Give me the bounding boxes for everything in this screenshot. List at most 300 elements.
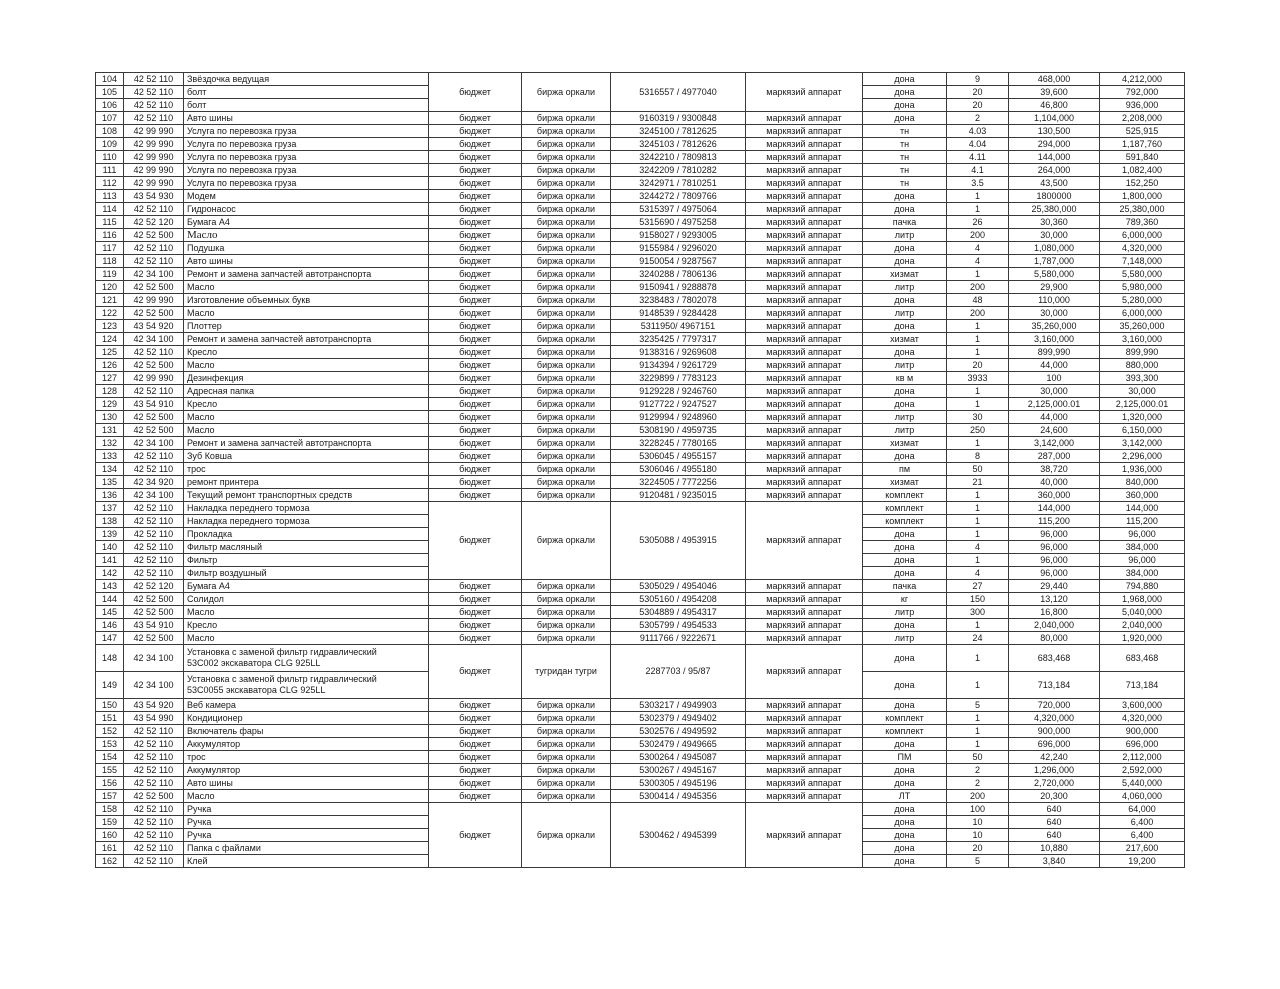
cell-description: Ручка bbox=[184, 816, 429, 829]
cell-budget-code: 42 52 500 bbox=[124, 411, 184, 424]
cell-procurement-method: биржа оркали bbox=[522, 463, 611, 476]
cell-contract-numbers: 9134394 / 9261729 bbox=[611, 359, 746, 372]
cell-department: маркязий аппарат bbox=[746, 333, 863, 346]
cell-funding-source: бюджет bbox=[429, 593, 522, 606]
cell-unit-price: 38,720 bbox=[1009, 463, 1100, 476]
cell-department: маркязий аппарат bbox=[746, 424, 863, 437]
cell-funding-source: бюджет bbox=[429, 346, 522, 359]
cell-total-amount: 3,600,000 bbox=[1100, 699, 1185, 712]
cell-description: Масло bbox=[184, 307, 429, 320]
cell-row-number: 157 bbox=[96, 790, 124, 803]
cell-department: маркязий аппарат bbox=[746, 738, 863, 751]
table-row bbox=[96, 411, 1185, 424]
cell-funding-source: бюджет bbox=[429, 177, 522, 190]
cell-contract-numbers: 5308190 / 4959735 bbox=[611, 424, 746, 437]
cell-contract-numbers: 5300414 / 4945356 bbox=[611, 790, 746, 803]
cell-description: Зуб Ковша bbox=[184, 450, 429, 463]
cell-contract-numbers: 9155984 / 9296020 bbox=[611, 242, 746, 255]
cell-budget-code: 42 52 500 bbox=[124, 359, 184, 372]
table-row bbox=[96, 725, 1185, 738]
cell-quantity: 4.04 bbox=[947, 138, 1009, 151]
cell-department: маркязий аппарат bbox=[746, 242, 863, 255]
cell-total-amount: 5,280,000 bbox=[1100, 294, 1185, 307]
cell-row-number: 135 bbox=[96, 476, 124, 489]
cell-total-amount: 1,082,400 bbox=[1100, 164, 1185, 177]
cell-funding-source: бюджет bbox=[429, 112, 522, 125]
cell-contract-numbers: 3242209 / 7810282 bbox=[611, 164, 746, 177]
cell-row-number: 155 bbox=[96, 764, 124, 777]
cell-budget-code: 42 52 500 bbox=[124, 307, 184, 320]
cell-unit: комплект bbox=[863, 725, 947, 738]
cell-row-number: 116 bbox=[96, 229, 124, 242]
cell-contract-numbers: 9150941 / 9288878 bbox=[611, 281, 746, 294]
table-row bbox=[96, 632, 1185, 645]
cell-total-amount: 3,160,000 bbox=[1100, 333, 1185, 346]
cell-unit-price: 287,000 bbox=[1009, 450, 1100, 463]
cell-description: Аккумулятор bbox=[184, 764, 429, 777]
cell-quantity: 4 bbox=[947, 567, 1009, 580]
table-row bbox=[96, 645, 1185, 672]
cell-description: Масло bbox=[184, 229, 429, 242]
cell-unit-price: 640 bbox=[1009, 816, 1100, 829]
cell-funding-source: бюджет bbox=[429, 645, 522, 699]
cell-unit: пачка bbox=[863, 216, 947, 229]
cell-contract-numbers: 5315690 / 4975258 bbox=[611, 216, 746, 229]
cell-unit-price: 30,360 bbox=[1009, 216, 1100, 229]
cell-procurement-method: биржа оркали bbox=[522, 203, 611, 216]
cell-budget-code: 42 52 110 bbox=[124, 777, 184, 790]
cell-quantity: 1 bbox=[947, 672, 1009, 699]
cell-budget-code: 43 54 990 bbox=[124, 712, 184, 725]
cell-unit: комплект bbox=[863, 712, 947, 725]
cell-unit-price: 96,000 bbox=[1009, 567, 1100, 580]
cell-funding-source: бюджет bbox=[429, 138, 522, 151]
cell-unit-price: 4,320,000 bbox=[1009, 712, 1100, 725]
cell-budget-code: 42 52 110 bbox=[124, 86, 184, 99]
cell-department: маркязий аппарат bbox=[746, 632, 863, 645]
cell-procurement-method: биржа оркали bbox=[522, 151, 611, 164]
table-row bbox=[96, 699, 1185, 712]
cell-unit: ЛТ bbox=[863, 790, 947, 803]
cell-total-amount: 1,800,000 bbox=[1100, 190, 1185, 203]
cell-total-amount: 683,468 bbox=[1100, 645, 1185, 672]
cell-row-number: 158 bbox=[96, 803, 124, 816]
table-row bbox=[96, 606, 1185, 619]
cell-row-number: 130 bbox=[96, 411, 124, 424]
cell-unit: комплект bbox=[863, 489, 947, 502]
cell-budget-code: 42 52 500 bbox=[124, 790, 184, 803]
cell-total-amount: 6,400 bbox=[1100, 816, 1185, 829]
table-row bbox=[96, 255, 1185, 268]
cell-unit: дона bbox=[863, 567, 947, 580]
cell-procurement-method: биржа оркали bbox=[522, 229, 611, 242]
cell-department: маркязий аппарат bbox=[746, 294, 863, 307]
cell-procurement-method: биржа оркали bbox=[522, 502, 611, 580]
cell-unit-price: 696,000 bbox=[1009, 738, 1100, 751]
table-row bbox=[96, 580, 1185, 593]
cell-unit-price: 29,900 bbox=[1009, 281, 1100, 294]
cell-total-amount: 360,000 bbox=[1100, 489, 1185, 502]
cell-budget-code: 42 52 110 bbox=[124, 385, 184, 398]
cell-unit: хизмат bbox=[863, 268, 947, 281]
cell-row-number: 117 bbox=[96, 242, 124, 255]
cell-total-amount: 2,040,000 bbox=[1100, 619, 1185, 632]
cell-total-amount: 384,000 bbox=[1100, 567, 1185, 580]
cell-description: Изготовление объемных букв bbox=[184, 294, 429, 307]
table-row bbox=[96, 738, 1185, 751]
cell-unit-price: 900,000 bbox=[1009, 725, 1100, 738]
cell-department: маркязий аппарат bbox=[746, 138, 863, 151]
cell-department: маркязий аппарат bbox=[746, 268, 863, 281]
cell-row-number: 113 bbox=[96, 190, 124, 203]
cell-budget-code: 43 54 910 bbox=[124, 619, 184, 632]
cell-quantity: 30 bbox=[947, 411, 1009, 424]
cell-unit: ПМ bbox=[863, 751, 947, 764]
cell-total-amount: 35,260,000 bbox=[1100, 320, 1185, 333]
cell-row-number: 127 bbox=[96, 372, 124, 385]
cell-funding-source: бюджет bbox=[429, 738, 522, 751]
cell-row-number: 156 bbox=[96, 777, 124, 790]
cell-funding-source: бюджет bbox=[429, 489, 522, 502]
table-row bbox=[96, 502, 1185, 515]
cell-total-amount: 4,320,000 bbox=[1100, 712, 1185, 725]
cell-quantity: 1 bbox=[947, 515, 1009, 528]
table-row bbox=[96, 112, 1185, 125]
cell-contract-numbers: 5302479 / 4949665 bbox=[611, 738, 746, 751]
cell-unit: дона bbox=[863, 816, 947, 829]
cell-unit-price: 96,000 bbox=[1009, 541, 1100, 554]
table-row bbox=[96, 489, 1185, 502]
cell-unit-price: 35,260,000 bbox=[1009, 320, 1100, 333]
cell-unit-price: 100 bbox=[1009, 372, 1100, 385]
cell-unit: хизмат bbox=[863, 437, 947, 450]
cell-unit-price: 16,800 bbox=[1009, 606, 1100, 619]
cell-unit: дона bbox=[863, 112, 947, 125]
table-row bbox=[96, 190, 1185, 203]
cell-quantity: 50 bbox=[947, 751, 1009, 764]
cell-description: Кресло bbox=[184, 398, 429, 411]
cell-quantity: 4.1 bbox=[947, 164, 1009, 177]
cell-department: маркязий аппарат bbox=[746, 764, 863, 777]
cell-quantity: 2 bbox=[947, 112, 1009, 125]
cell-unit-price: 130,500 bbox=[1009, 125, 1100, 138]
cell-procurement-method: биржа оркали bbox=[522, 738, 611, 751]
cell-description: Ручка bbox=[184, 829, 429, 842]
cell-department: маркязий аппарат bbox=[746, 346, 863, 359]
cell-funding-source: бюджет bbox=[429, 476, 522, 489]
cell-quantity: 250 bbox=[947, 424, 1009, 437]
cell-total-amount: 2,125,000.01 bbox=[1100, 398, 1185, 411]
cell-contract-numbers: 9150054 / 9287567 bbox=[611, 255, 746, 268]
cell-department: маркязий аппарат bbox=[746, 73, 863, 112]
cell-quantity: 24 bbox=[947, 632, 1009, 645]
cell-unit: дона bbox=[863, 829, 947, 842]
table-row bbox=[96, 450, 1185, 463]
cell-unit: дона bbox=[863, 672, 947, 699]
cell-unit-price: 30,000 bbox=[1009, 385, 1100, 398]
cell-row-number: 162 bbox=[96, 855, 124, 868]
cell-procurement-method: биржа оркали bbox=[522, 619, 611, 632]
cell-unit: дона bbox=[863, 541, 947, 554]
cell-total-amount: 217,600 bbox=[1100, 842, 1185, 855]
cell-budget-code: 42 52 110 bbox=[124, 255, 184, 268]
cell-procurement-method: биржа оркали bbox=[522, 580, 611, 593]
cell-contract-numbers: 3245103 / 7812626 bbox=[611, 138, 746, 151]
cell-row-number: 111 bbox=[96, 164, 124, 177]
cell-description: Масло bbox=[184, 632, 429, 645]
cell-contract-numbers: 9138316 / 9269608 bbox=[611, 346, 746, 359]
cell-funding-source: бюджет bbox=[429, 242, 522, 255]
cell-budget-code: 42 52 110 bbox=[124, 803, 184, 816]
cell-funding-source: бюджет bbox=[429, 632, 522, 645]
cell-quantity: 26 bbox=[947, 216, 1009, 229]
cell-total-amount: 1,187,760 bbox=[1100, 138, 1185, 151]
cell-funding-source: бюджет bbox=[429, 424, 522, 437]
cell-budget-code: 42 52 110 bbox=[124, 842, 184, 855]
cell-procurement-method: биржа оркали bbox=[522, 307, 611, 320]
cell-description: Услуга по перевозка груза bbox=[184, 125, 429, 138]
cell-description: Услуга по перевозка груза bbox=[184, 151, 429, 164]
cell-procurement-method: биржа оркали bbox=[522, 790, 611, 803]
cell-description: Услуга по перевозка груза bbox=[184, 164, 429, 177]
cell-procurement-method: биржа оркали bbox=[522, 699, 611, 712]
cell-unit-price: 294,000 bbox=[1009, 138, 1100, 151]
cell-procurement-method: биржа оркали bbox=[522, 632, 611, 645]
cell-unit-price: 13,120 bbox=[1009, 593, 1100, 606]
cell-total-amount: 30,000 bbox=[1100, 385, 1185, 398]
cell-total-amount: 7,148,000 bbox=[1100, 255, 1185, 268]
cell-total-amount: 713,184 bbox=[1100, 672, 1185, 699]
cell-row-number: 118 bbox=[96, 255, 124, 268]
cell-funding-source: бюджет bbox=[429, 725, 522, 738]
cell-contract-numbers: 3238483 / 7802078 bbox=[611, 294, 746, 307]
cell-budget-code: 42 99 990 bbox=[124, 151, 184, 164]
cell-budget-code: 42 52 110 bbox=[124, 567, 184, 580]
cell-total-amount: 2,592,000 bbox=[1100, 764, 1185, 777]
cell-description: Фильтр масляный bbox=[184, 541, 429, 554]
cell-row-number: 152 bbox=[96, 725, 124, 738]
cell-total-amount: 6,000,000 bbox=[1100, 307, 1185, 320]
cell-contract-numbers: 3240288 / 7806136 bbox=[611, 268, 746, 281]
cell-funding-source: бюджет bbox=[429, 203, 522, 216]
cell-unit-price: 144,000 bbox=[1009, 502, 1100, 515]
cell-budget-code: 42 52 110 bbox=[124, 515, 184, 528]
cell-unit-price: 96,000 bbox=[1009, 554, 1100, 567]
cell-row-number: 138 bbox=[96, 515, 124, 528]
cell-funding-source: бюджет bbox=[429, 699, 522, 712]
cell-department: маркязий аппарат bbox=[746, 725, 863, 738]
cell-quantity: 48 bbox=[947, 294, 1009, 307]
description-line: Установка с заменой фильтр гидравлический bbox=[187, 674, 377, 684]
cell-quantity: 1 bbox=[947, 528, 1009, 541]
cell-procurement-method: биржа оркали bbox=[522, 593, 611, 606]
cell-quantity: 20 bbox=[947, 359, 1009, 372]
cell-contract-numbers: 5302379 / 4949402 bbox=[611, 712, 746, 725]
cell-funding-source: бюджет bbox=[429, 450, 522, 463]
table-row bbox=[96, 125, 1185, 138]
cell-contract-numbers: 9129228 / 9246760 bbox=[611, 385, 746, 398]
cell-department: маркязий аппарат bbox=[746, 777, 863, 790]
cell-row-number: 161 bbox=[96, 842, 124, 855]
cell-quantity: 4 bbox=[947, 255, 1009, 268]
cell-procurement-method: биржа оркали bbox=[522, 242, 611, 255]
cell-total-amount: 115,200 bbox=[1100, 515, 1185, 528]
cell-description: Масло bbox=[184, 281, 429, 294]
cell-description: Масло bbox=[184, 790, 429, 803]
cell-quantity: 8 bbox=[947, 450, 1009, 463]
cell-total-amount: 3,142,000 bbox=[1100, 437, 1185, 450]
cell-description: Солидол bbox=[184, 593, 429, 606]
cell-unit-price: 899,990 bbox=[1009, 346, 1100, 359]
cell-unit: комплект bbox=[863, 515, 947, 528]
cell-row-number: 110 bbox=[96, 151, 124, 164]
cell-funding-source: бюджет bbox=[429, 385, 522, 398]
cell-budget-code: 42 52 500 bbox=[124, 424, 184, 437]
cell-unit: дона bbox=[863, 450, 947, 463]
cell-description: Фильтр воздушный bbox=[184, 567, 429, 580]
cell-department: маркязий аппарат bbox=[746, 164, 863, 177]
cell-quantity: 5 bbox=[947, 699, 1009, 712]
cell-description: Кресло bbox=[184, 346, 429, 359]
table-row bbox=[96, 320, 1185, 333]
cell-budget-code: 42 52 120 bbox=[124, 580, 184, 593]
cell-total-amount: 4,320,000 bbox=[1100, 242, 1185, 255]
cell-row-number: 149 bbox=[96, 672, 124, 699]
cell-funding-source: бюджет bbox=[429, 320, 522, 333]
cell-row-number: 128 bbox=[96, 385, 124, 398]
cell-quantity: 20 bbox=[947, 86, 1009, 99]
cell-unit-price: 640 bbox=[1009, 829, 1100, 842]
cell-department: маркязий аппарат bbox=[746, 751, 863, 764]
cell-total-amount: 25,380,000 bbox=[1100, 203, 1185, 216]
cell-procurement-method: биржа оркали bbox=[522, 411, 611, 424]
cell-unit: комплект bbox=[863, 502, 947, 515]
cell-funding-source: бюджет bbox=[429, 712, 522, 725]
cell-budget-code: 42 52 110 bbox=[124, 541, 184, 554]
cell-department: маркязий аппарат bbox=[746, 359, 863, 372]
table-row bbox=[96, 437, 1185, 450]
document-page bbox=[95, 72, 1185, 868]
cell-funding-source: бюджет bbox=[429, 359, 522, 372]
table-row bbox=[96, 73, 1185, 86]
cell-department: маркязий аппарат bbox=[746, 463, 863, 476]
cell-budget-code: 42 52 120 bbox=[124, 216, 184, 229]
cell-row-number: 129 bbox=[96, 398, 124, 411]
cell-unit: литр bbox=[863, 632, 947, 645]
cell-unit-price: 42,240 bbox=[1009, 751, 1100, 764]
cell-contract-numbers: 5302576 / 4949592 bbox=[611, 725, 746, 738]
cell-budget-code: 43 54 910 bbox=[124, 398, 184, 411]
cell-quantity: 1 bbox=[947, 738, 1009, 751]
cell-quantity: 1 bbox=[947, 333, 1009, 346]
cell-procurement-method: биржа оркали bbox=[522, 764, 611, 777]
cell-unit: пм bbox=[863, 463, 947, 476]
cell-procurement-method: биржа оркали bbox=[522, 294, 611, 307]
cell-total-amount: 899,990 bbox=[1100, 346, 1185, 359]
cell-row-number: 154 bbox=[96, 751, 124, 764]
table-row bbox=[96, 372, 1185, 385]
cell-funding-source: бюджет bbox=[429, 398, 522, 411]
cell-quantity: 1 bbox=[947, 190, 1009, 203]
cell-budget-code: 42 52 110 bbox=[124, 725, 184, 738]
cell-unit: дона bbox=[863, 203, 947, 216]
cell-contract-numbers: 9129994 / 9248960 bbox=[611, 411, 746, 424]
cell-unit-price: 46,800 bbox=[1009, 99, 1100, 112]
cell-budget-code: 43 54 930 bbox=[124, 190, 184, 203]
cell-unit-price: 1,080,000 bbox=[1009, 242, 1100, 255]
cell-quantity: 4 bbox=[947, 242, 1009, 255]
table-row bbox=[96, 138, 1185, 151]
cell-row-number: 112 bbox=[96, 177, 124, 190]
cell-contract-numbers: 3224505 / 7772256 bbox=[611, 476, 746, 489]
cell-unit: пачка bbox=[863, 580, 947, 593]
cell-department: маркязий аппарат bbox=[746, 476, 863, 489]
cell-quantity: 100 bbox=[947, 803, 1009, 816]
cell-total-amount: 6,000,000 bbox=[1100, 229, 1185, 242]
cell-description: Масло bbox=[184, 359, 429, 372]
cell-unit-price: 2,720,000 bbox=[1009, 777, 1100, 790]
cell-description: Звёздочка ведущая bbox=[184, 73, 429, 86]
cell-budget-code: 42 52 110 bbox=[124, 816, 184, 829]
cell-unit: тн bbox=[863, 125, 947, 138]
cell-unit-price: 2,040,000 bbox=[1009, 619, 1100, 632]
cell-unit-price: 640 bbox=[1009, 803, 1100, 816]
cell-department: маркязий аппарат bbox=[746, 151, 863, 164]
cell-description: Услуга по перевозка груза bbox=[184, 177, 429, 190]
cell-quantity: 150 bbox=[947, 593, 1009, 606]
cell-total-amount: 5,440,000 bbox=[1100, 777, 1185, 790]
cell-description: Авто шины bbox=[184, 112, 429, 125]
cell-unit: кв м bbox=[863, 372, 947, 385]
cell-description: Включатель фары bbox=[184, 725, 429, 738]
cell-budget-code: 42 52 110 bbox=[124, 450, 184, 463]
cell-row-number: 150 bbox=[96, 699, 124, 712]
cell-procurement-method: биржа оркали bbox=[522, 164, 611, 177]
cell-department: маркязий аппарат bbox=[746, 450, 863, 463]
cell-quantity: 200 bbox=[947, 307, 1009, 320]
cell-procurement-method: биржа оркали bbox=[522, 476, 611, 489]
cell-contract-numbers: 3228245 / 7780165 bbox=[611, 437, 746, 450]
cell-description: трос bbox=[184, 751, 429, 764]
cell-funding-source: бюджет bbox=[429, 619, 522, 632]
cell-unit-price: 80,000 bbox=[1009, 632, 1100, 645]
cell-budget-code: 42 99 990 bbox=[124, 138, 184, 151]
cell-unit-price: 1,296,000 bbox=[1009, 764, 1100, 777]
cell-budget-code: 42 34 100 bbox=[124, 645, 184, 672]
cell-quantity: 5 bbox=[947, 855, 1009, 868]
cell-contract-numbers: 5305029 / 4954046 bbox=[611, 580, 746, 593]
table-row bbox=[96, 359, 1185, 372]
cell-row-number: 121 bbox=[96, 294, 124, 307]
cell-budget-code: 42 52 110 bbox=[124, 528, 184, 541]
cell-department: маркязий аппарат bbox=[746, 229, 863, 242]
cell-row-number: 114 bbox=[96, 203, 124, 216]
cell-department: маркязий аппарат bbox=[746, 216, 863, 229]
cell-procurement-method: тугридан тугри bbox=[522, 645, 611, 699]
cell-quantity: 2 bbox=[947, 764, 1009, 777]
cell-budget-code: 42 52 500 bbox=[124, 606, 184, 619]
cell-row-number: 137 bbox=[96, 502, 124, 515]
cell-unit-price: 110,000 bbox=[1009, 294, 1100, 307]
cell-unit: хизмат bbox=[863, 476, 947, 489]
cell-funding-source: бюджет bbox=[429, 502, 522, 580]
table-row bbox=[96, 424, 1185, 437]
cell-budget-code: 42 52 110 bbox=[124, 99, 184, 112]
cell-row-number: 134 bbox=[96, 463, 124, 476]
cell-budget-code: 42 52 110 bbox=[124, 855, 184, 868]
cell-department: маркязий аппарат bbox=[746, 112, 863, 125]
cell-total-amount: 1,968,000 bbox=[1100, 593, 1185, 606]
